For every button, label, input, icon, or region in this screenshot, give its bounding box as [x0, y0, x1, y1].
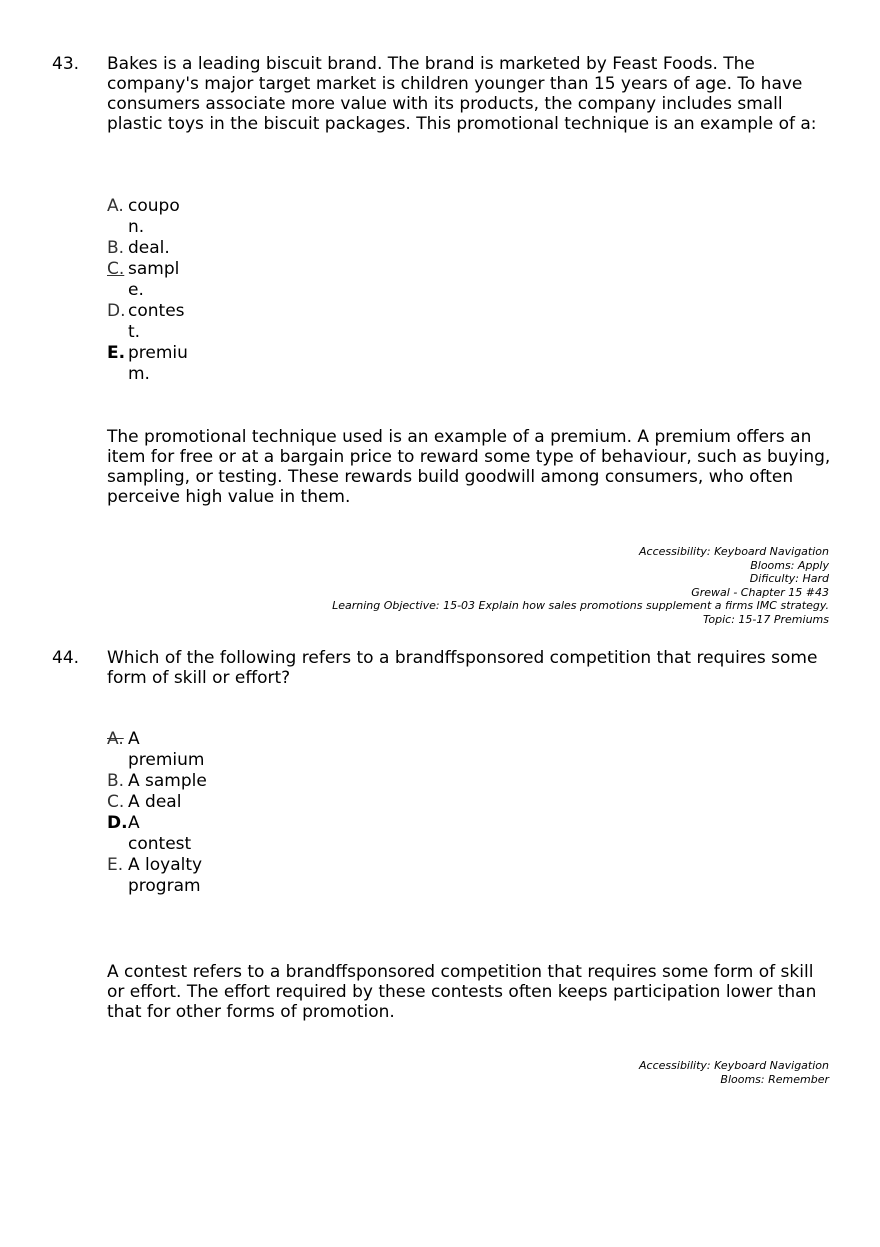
option-text: A deal	[128, 792, 182, 812]
meta-line: Learning Objective: 15-03 Explain how sales promotions supplement a firms IMC strategy.	[332, 599, 829, 612]
option-letter: E.	[107, 343, 126, 363]
option-text: A premium	[128, 729, 205, 770]
question-number: 43.	[52, 54, 80, 74]
question-text: Bakes is a leading biscuit brand. The brand is marketed by Feast Foods. The company's major target market is children younger than 15 years of age. To have consumers associate more value with its products, the company includes small plastic toys in the biscuit packages. This promotional technique is an example of a:	[107, 54, 817, 134]
option-letter: B.	[107, 238, 125, 258]
option-e	[107, 855, 208, 897]
option-letter: D.	[107, 301, 126, 321]
meta-line: Accessibility: Keyboard Navigation	[639, 545, 829, 558]
option-a	[107, 196, 192, 238]
option-text: contest.	[128, 301, 185, 342]
option-text: premium.	[128, 343, 188, 384]
answer-options	[107, 729, 208, 897]
option-c	[107, 259, 192, 301]
option-d	[107, 301, 192, 343]
option-letter: A.	[107, 196, 124, 216]
option-letter: B.	[107, 771, 125, 791]
option-text: coupon.	[128, 196, 180, 237]
question-metadata	[639, 1059, 829, 1086]
option-text: A contest	[128, 813, 192, 854]
meta-line: Dificulty: Hard	[749, 572, 829, 585]
meta-line: Grewal - Chapter 15 #43	[691, 585, 829, 599]
meta-line: Topic: 15-17 Premiums	[703, 612, 829, 626]
option-e-correct	[107, 343, 192, 385]
answer-explanation: The promotional technique used is an example of a premium. A premium offers an item for free or at a bargain price to reward some type of behaviour, such as buying, sampling, or testing. These rewards build goodwill among consumers, who often perceive high value in them.	[107, 427, 831, 507]
option-a	[107, 729, 208, 771]
option-b	[107, 771, 208, 792]
question-text: Which of the following refers to a brandffsponsored competition that requires some form of skill or effort?	[107, 648, 818, 688]
meta-line: Blooms: Apply	[750, 558, 829, 572]
meta-line: Accessibility: Keyboard Navigation	[639, 1059, 829, 1072]
option-letter: C.	[107, 259, 125, 279]
option-c	[107, 792, 208, 813]
option-d-correct	[107, 813, 208, 855]
option-text: deal.	[128, 238, 170, 258]
option-b	[107, 238, 192, 259]
question-number: 44.	[52, 648, 80, 668]
meta-line: Blooms: Remember	[720, 1072, 829, 1086]
option-letter: E.	[107, 855, 124, 875]
option-text: A sample	[128, 771, 207, 791]
option-text: sample.	[128, 259, 180, 300]
option-letter: C.	[107, 792, 125, 812]
answer-explanation: A contest refers to a brandffsponsored competition that requires some form of skill or effort. The effort required by these contests often keeps participation lower than that for other forms of promotion.	[107, 962, 817, 1022]
option-letter: D.	[107, 813, 128, 833]
answer-options	[107, 196, 192, 385]
option-letter: A.	[107, 729, 124, 749]
option-text: A loyalty program	[128, 855, 203, 896]
question-metadata	[332, 545, 829, 626]
